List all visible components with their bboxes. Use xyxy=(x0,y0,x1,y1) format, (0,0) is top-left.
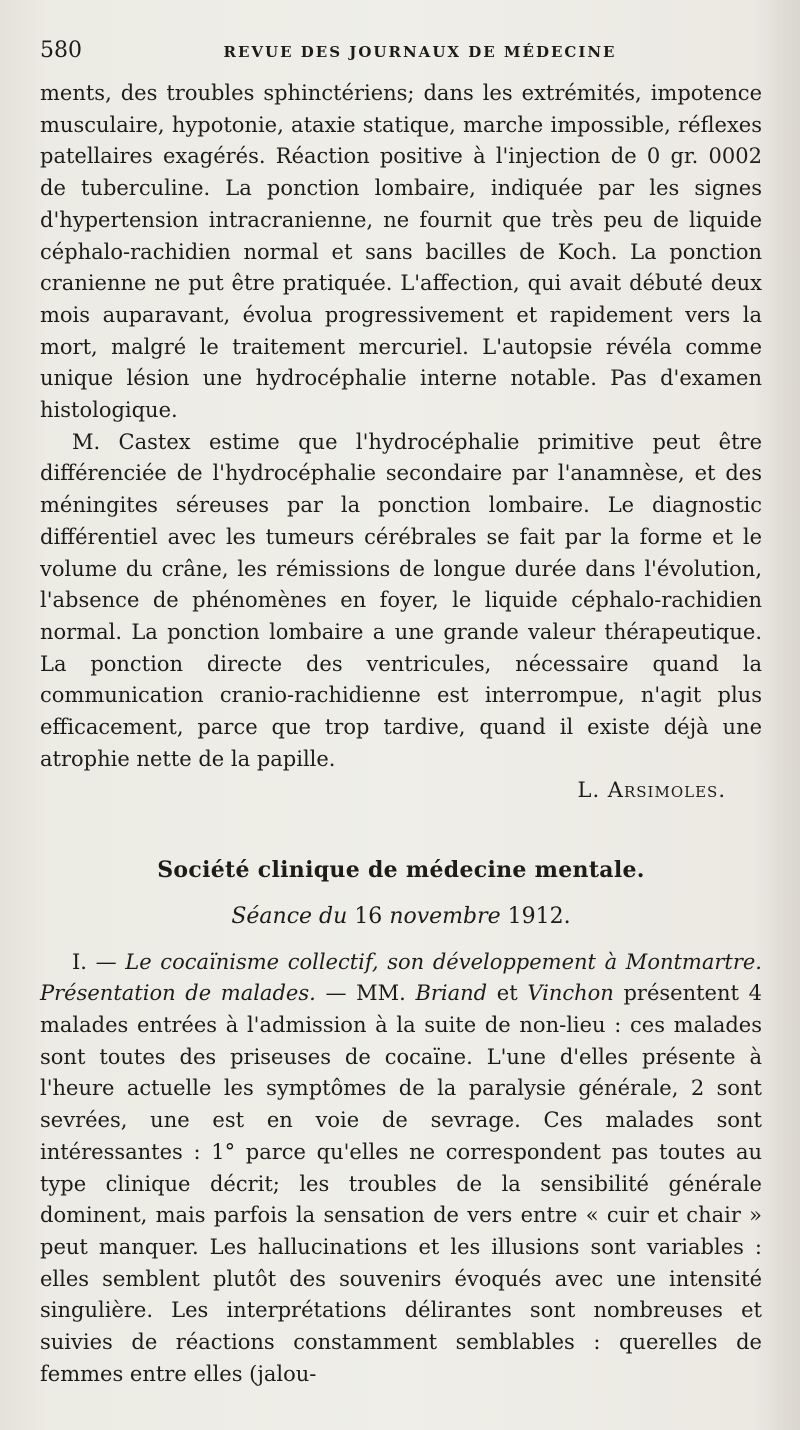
author-vinchon: Vinchon xyxy=(527,981,614,1006)
paragraph-case-report: ments, des troubles sphinctériens; dans les extrémités, impotence musculaire, hypotonie, ataxie statique, marche impossible, réflexes patellaires exagérés. Réaction positive à l'injection de 0 gr. 0002 de tuberculine. La ponction lombaire, indiquée par les signes d'hypertension intracranienne, ne fournit que très peu de liquide céphalo-rachidien normal et sans bacilles de Koch. La ponction cranienne ne put être pratiquée. L'affection, qui avait débuté deux mois auparavant, évolua progressivement et rapidement vers la mort, malgré le traitement mercuriel. L'autopsie révéla comme unique lésion une hydrocéphalie interne notable. Pas d'examen histologique. xyxy=(40,81,762,423)
session-day: 16 xyxy=(354,903,383,929)
session-date xyxy=(40,901,762,933)
paragraph-castex: M. Castex estime que l'hydrocéphalie primitive peut être différenciée de l'hydrocéphalie secondaire par l'anamnèse, et des méningites séreuses par la ponction lombaire. Le diagnostic différentiel avec les tumeurs cérébrales se fait par la forme et le volume du crâne, les rémissions de longue durée dans l'évolution, l'absence de phénomènes en foyer, le liquide céphalo-rachidien normal. La ponction lombaire a une grande valeur thérapeutique. La ponction directe des ventricules, nécessaire quand la communication cranio-rachidienne est interrompue, n'agit plus efficacement, parce que trop tardive, quand il existe déjà une atrophie nette de la papille. xyxy=(40,429,762,771)
paragraph-cocainisme xyxy=(40,947,762,1391)
item-text: présentent 4 malades entrées à l'admission à la suite de non-lieu : ces malades sont toutes des priseuses de cocaïne. L'une d'elles présente à l'heure actuelle les symptômes de la paralysie générale, 2 sont sevrées, une est en voie de sevrage. Ces malades sont intéressantes : 1° parce qu'elles ne correspondent pas toutes au type clinique décrit; les troubles de la sensibilité générale dominent, mais parfois la sensation de vers entre « cuir et chair » peut manquer. Les hallucinations et les illusions sont variables : elles semblent plutôt des souvenirs évoqués avec une intensité singulière. Les interprétations délirantes sont nombreuses et suivies de réactions constamment semblables : querelles de femmes entre elles (jalou- xyxy=(40,981,762,1386)
session-month: novembre xyxy=(389,903,501,929)
page-header xyxy=(40,36,760,66)
section-title: Société clinique de médecine mentale. xyxy=(157,857,645,884)
author-and: et xyxy=(496,981,518,1006)
running-title: REVUE DES JOURNAUX DE MÉDECINE xyxy=(223,43,617,61)
session-year: 1912. xyxy=(507,903,571,929)
item-number: I. — xyxy=(72,949,117,974)
page-number: 580 xyxy=(40,38,82,63)
author-signature: L. Arsimoles. xyxy=(577,778,726,803)
authors-prefix: — MM. xyxy=(325,981,406,1006)
session-label: Séance du xyxy=(231,903,348,929)
item-title: Le cocaïnisme collectif, son développement à Montmartre. Présentation de malades. xyxy=(40,949,762,1006)
body-text xyxy=(40,78,762,1390)
author-briand: Briand xyxy=(415,981,488,1006)
